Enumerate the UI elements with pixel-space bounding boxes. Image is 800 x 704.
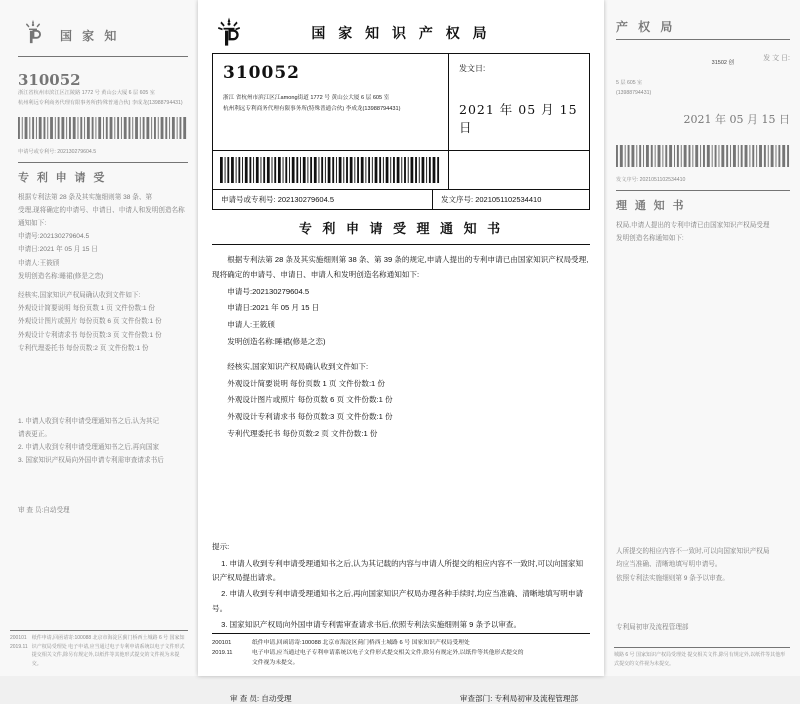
ghost-left-signature: 审 查 员:自动受理 bbox=[18, 506, 70, 514]
application-no-value: 202130279604.5 bbox=[277, 195, 334, 204]
department-label: 审查部门: bbox=[459, 693, 493, 703]
ghost-right-para: 发明创造名称通知如下: bbox=[616, 235, 684, 243]
review-item: 外观设计简要说明 每份页数 1 页 文件份数:1 份 bbox=[227, 378, 385, 388]
address-line: 杭州利远专利商务代理有限事务所(特殊普通合伙) 李成龙(13988794431) bbox=[223, 105, 401, 112]
ghost-left-para: 申请人:王筱颀 bbox=[18, 259, 60, 267]
department-value: 专利局初审及流程管理部 bbox=[494, 693, 578, 703]
ghost-right-serial-line: 发文序号: 2021051102534410 bbox=[616, 177, 686, 184]
body-field: 申请日:2021 年 05 月 15 日 bbox=[227, 303, 320, 313]
ghost-left-para: 外观设计图片或照片 每份页数 6 页 文件份数:1 份 bbox=[18, 318, 162, 326]
ghost-left-para: 申请号:202130279604.5 bbox=[18, 233, 90, 241]
ghost-right-rule bbox=[616, 39, 790, 40]
barcode-row bbox=[212, 151, 590, 190]
ghost-left-rule-2 bbox=[18, 162, 188, 163]
signature-row bbox=[212, 693, 590, 704]
ghost-left-para: 经核实,国家知识产权局确认收到文件如下: bbox=[18, 291, 141, 299]
ghost-right-note: 人所提交的相应内容不一致时,可以向国家知识产权局 bbox=[616, 548, 770, 556]
ghost-left-zip: 310052 bbox=[18, 71, 81, 89]
issue-date-cell bbox=[449, 54, 589, 150]
note-item: 3. 国家知识产权局向外国申请专利需审查请求书后,依照专利法实施细则第 9 条予以审查。 bbox=[221, 619, 522, 629]
document-footer bbox=[212, 633, 590, 668]
ghost-left-footer bbox=[10, 630, 188, 668]
ghost-left-para: 根据专利法第 28 条及其实施细则第 38 条、第 bbox=[18, 193, 153, 201]
ghost-left-footer-code: 200101 bbox=[10, 635, 27, 641]
ghost-left-org-title: 国 家 知 bbox=[60, 28, 120, 43]
ghost-left-para: 外观设计专利请求书 每份页数:3 页 文件份数:1 份 bbox=[18, 331, 162, 339]
document-title: 专 利 申 请 受 理 通 知 书 bbox=[212, 210, 590, 245]
note-item: 2. 申请人收到专利申请受理通知书之后,再向国家知识产权局办理各种手续时,均应当准确、清晰地填写明申请号。 bbox=[212, 589, 584, 613]
addressee-cell bbox=[213, 54, 449, 150]
review-item: 专利代理委托书 每份页数:2 页 文件份数:1 份 bbox=[227, 428, 378, 438]
ghost-left-para: 外观设计简要说明 每份页数 1 页 文件份数:1 份 bbox=[18, 305, 156, 313]
body-field: 申请号:202130279604.5 bbox=[227, 286, 310, 296]
review-item: 外观设计专利请求书 每份页数:3 页 文件份数:1 份 bbox=[227, 412, 393, 422]
serial-barcode-cell bbox=[449, 151, 589, 189]
ghost-right-phone-snip: (13988794431) bbox=[616, 90, 652, 97]
ghost-left-note: 3. 国家知识产权局向外国申请专利需审查请求书后 bbox=[18, 457, 164, 465]
cnipa-emblem-icon bbox=[212, 16, 246, 50]
ghost-right-zip-snip: 5 层 605 室 bbox=[616, 80, 643, 87]
next-page-preview[interactable] bbox=[604, 0, 800, 676]
ghost-left-para: 申请日:2021 年 05 月 15 日 bbox=[18, 246, 98, 254]
footer-line: 文件视为未提交。 bbox=[252, 659, 299, 666]
ghost-left-header bbox=[18, 18, 188, 52]
ghost-right-org-title: 产 权 局 bbox=[616, 20, 676, 34]
issue-date-label: 发文日: bbox=[459, 64, 486, 73]
document-header bbox=[212, 16, 590, 50]
ghost-left-barcode bbox=[18, 117, 188, 139]
ghost-right-note: 依照专利法实施细则第 9 条予以审查。 bbox=[616, 574, 729, 582]
review-item: 外观设计图片或照片 每份页数 6 页 文件份数:1 份 bbox=[227, 395, 393, 405]
ghost-right-barcode bbox=[616, 145, 790, 167]
ghost-right-doc-title: 理 通 知 书 bbox=[616, 198, 686, 212]
footer-line: 纸件申请,回函请寄:100088 北京市海淀区蓟门桥西土城路 6 号 国家知识产权局受理处 bbox=[252, 639, 470, 646]
footer-code: 200101 bbox=[212, 639, 232, 646]
ghost-right-header bbox=[616, 18, 790, 35]
ghost-left-note: 请表更正。 bbox=[18, 431, 51, 439]
ghost-right-rule-2 bbox=[616, 190, 790, 191]
addressee-box bbox=[212, 54, 590, 151]
notes-title: 提示: bbox=[212, 541, 230, 551]
ghost-left-footer-text: 纸件申请,回函请寄:100088 北京市海淀区蓟门桥西土城路 6 号 国家知识产权局受理处 电子申请,应当通过电子专利申请系统以电子文件形式提交相关文件,除另有规定外,以纸件等其他形式提交的文件视为未提交。 bbox=[31, 635, 185, 667]
ghost-right-issue-label: 发 文 日: bbox=[763, 55, 790, 62]
ghost-left-application-no: 申请号或专利号: 202130279604.5 bbox=[18, 148, 97, 155]
ghost-left-rule bbox=[18, 56, 188, 57]
application-barcode bbox=[220, 157, 441, 183]
reviewer-label: 审 查 员: bbox=[230, 693, 260, 703]
numbers-row bbox=[212, 190, 590, 210]
footer-code: 2019.11 bbox=[212, 649, 233, 656]
body-field: 申请人:王筱颀 bbox=[227, 320, 275, 330]
previous-page-preview[interactable] bbox=[0, 0, 198, 676]
application-no-label: 申请号或专利号: bbox=[221, 195, 276, 204]
cnipa-emblem-icon bbox=[18, 18, 52, 52]
body-field: 发明创造名称:睡裙(修是之恋) bbox=[227, 336, 326, 346]
ghost-left-address: 浙江省杭州市滨江区江陵路 1772 号 黄山公大厦 6 层 605 室 bbox=[18, 90, 155, 96]
serial-no-label: 发文序号: bbox=[441, 195, 474, 204]
body-intro: 根据专利法第 28 条及其实施细则第 38 条、第 39 条的规定,申请人提出的专利申请已由国家知识产权局受理,现将确定的申请号、申请日、申请人和发明创造名称通知如下: bbox=[212, 255, 589, 279]
ghost-left-doc-title: 专 利 申 请 受 bbox=[18, 170, 107, 184]
note-item: 1. 申请人收到专利申请受理通知书之后,认为其记载的内容与申请人所提交的相应内容不一致时,可以向国家知识产权局提出请求。 bbox=[212, 558, 584, 583]
issue-date-value: 2021 年 05 月 15 日 bbox=[459, 102, 578, 135]
ghost-right-note: 均应当准确、清晰地填写明申请号。 bbox=[616, 561, 722, 569]
ghost-left-note: 1. 申请人收到专利申请受理通知书之后,认为其记 bbox=[18, 417, 160, 425]
ghost-left-address-2: 杭州利远专利商务代理有限事务所(特殊普通合伙) 李成龙(13988794431) bbox=[18, 99, 183, 106]
page-title: 国 家 知 识 产 权 局 bbox=[311, 26, 491, 42]
serial-no-value: 2021051102534410 bbox=[475, 195, 542, 204]
notice-document-page[interactable] bbox=[198, 0, 604, 703]
ghost-left-para: 专利代理委托书 每份页数:2 页 文件份数:1 份 bbox=[18, 344, 149, 352]
application-barcode-cell bbox=[213, 151, 449, 189]
ghost-left-para: 发明创造名称:睡裙(修是之恋) bbox=[18, 272, 104, 280]
document-body bbox=[212, 253, 590, 633]
ghost-right-footer bbox=[614, 647, 790, 668]
reviewer-value: 自动受理 bbox=[261, 693, 292, 703]
footer-line: 电子申请,应当通过电子专利申请系统以电子文件形式提交相关文件,除另有规定外,以纸件等其他形式提交的 bbox=[252, 649, 524, 656]
ghost-right-issue-date: 2021 年 05 月 15 日 bbox=[683, 113, 790, 127]
address-line: 浙江 省杭州市滨江区江among街道 1772 号 黄山公大厦 6 层 605 室 bbox=[223, 95, 390, 101]
ghost-right-footer-text: 城路 6 号 国家知识产权局受理处 提交相关文件,除另有规定外,以纸件等其他形式提交的文件视为未提交。 bbox=[614, 652, 786, 667]
scan-stamp-right: 31502 创 bbox=[711, 60, 734, 66]
ghost-left-footer-code: 2019.11 bbox=[10, 643, 28, 650]
ghost-right-para: 权局,申请人提出的专利申请已由国家知识产权局受理 bbox=[616, 221, 770, 229]
ghost-right-signature: 专利局初审及流程管理部 bbox=[616, 623, 689, 631]
postal-code: 310052 bbox=[223, 63, 300, 83]
review-intro: 经核实,国家知识产权局确认收到文件如下: bbox=[227, 361, 369, 371]
ghost-left-para: 受理,现将确定的申请号、申请日、申请人和发明创造名称通知如下: bbox=[18, 206, 185, 227]
ghost-left-note: 2. 申请人收到专利申请受理通知书之后,再向国家 bbox=[18, 444, 160, 452]
